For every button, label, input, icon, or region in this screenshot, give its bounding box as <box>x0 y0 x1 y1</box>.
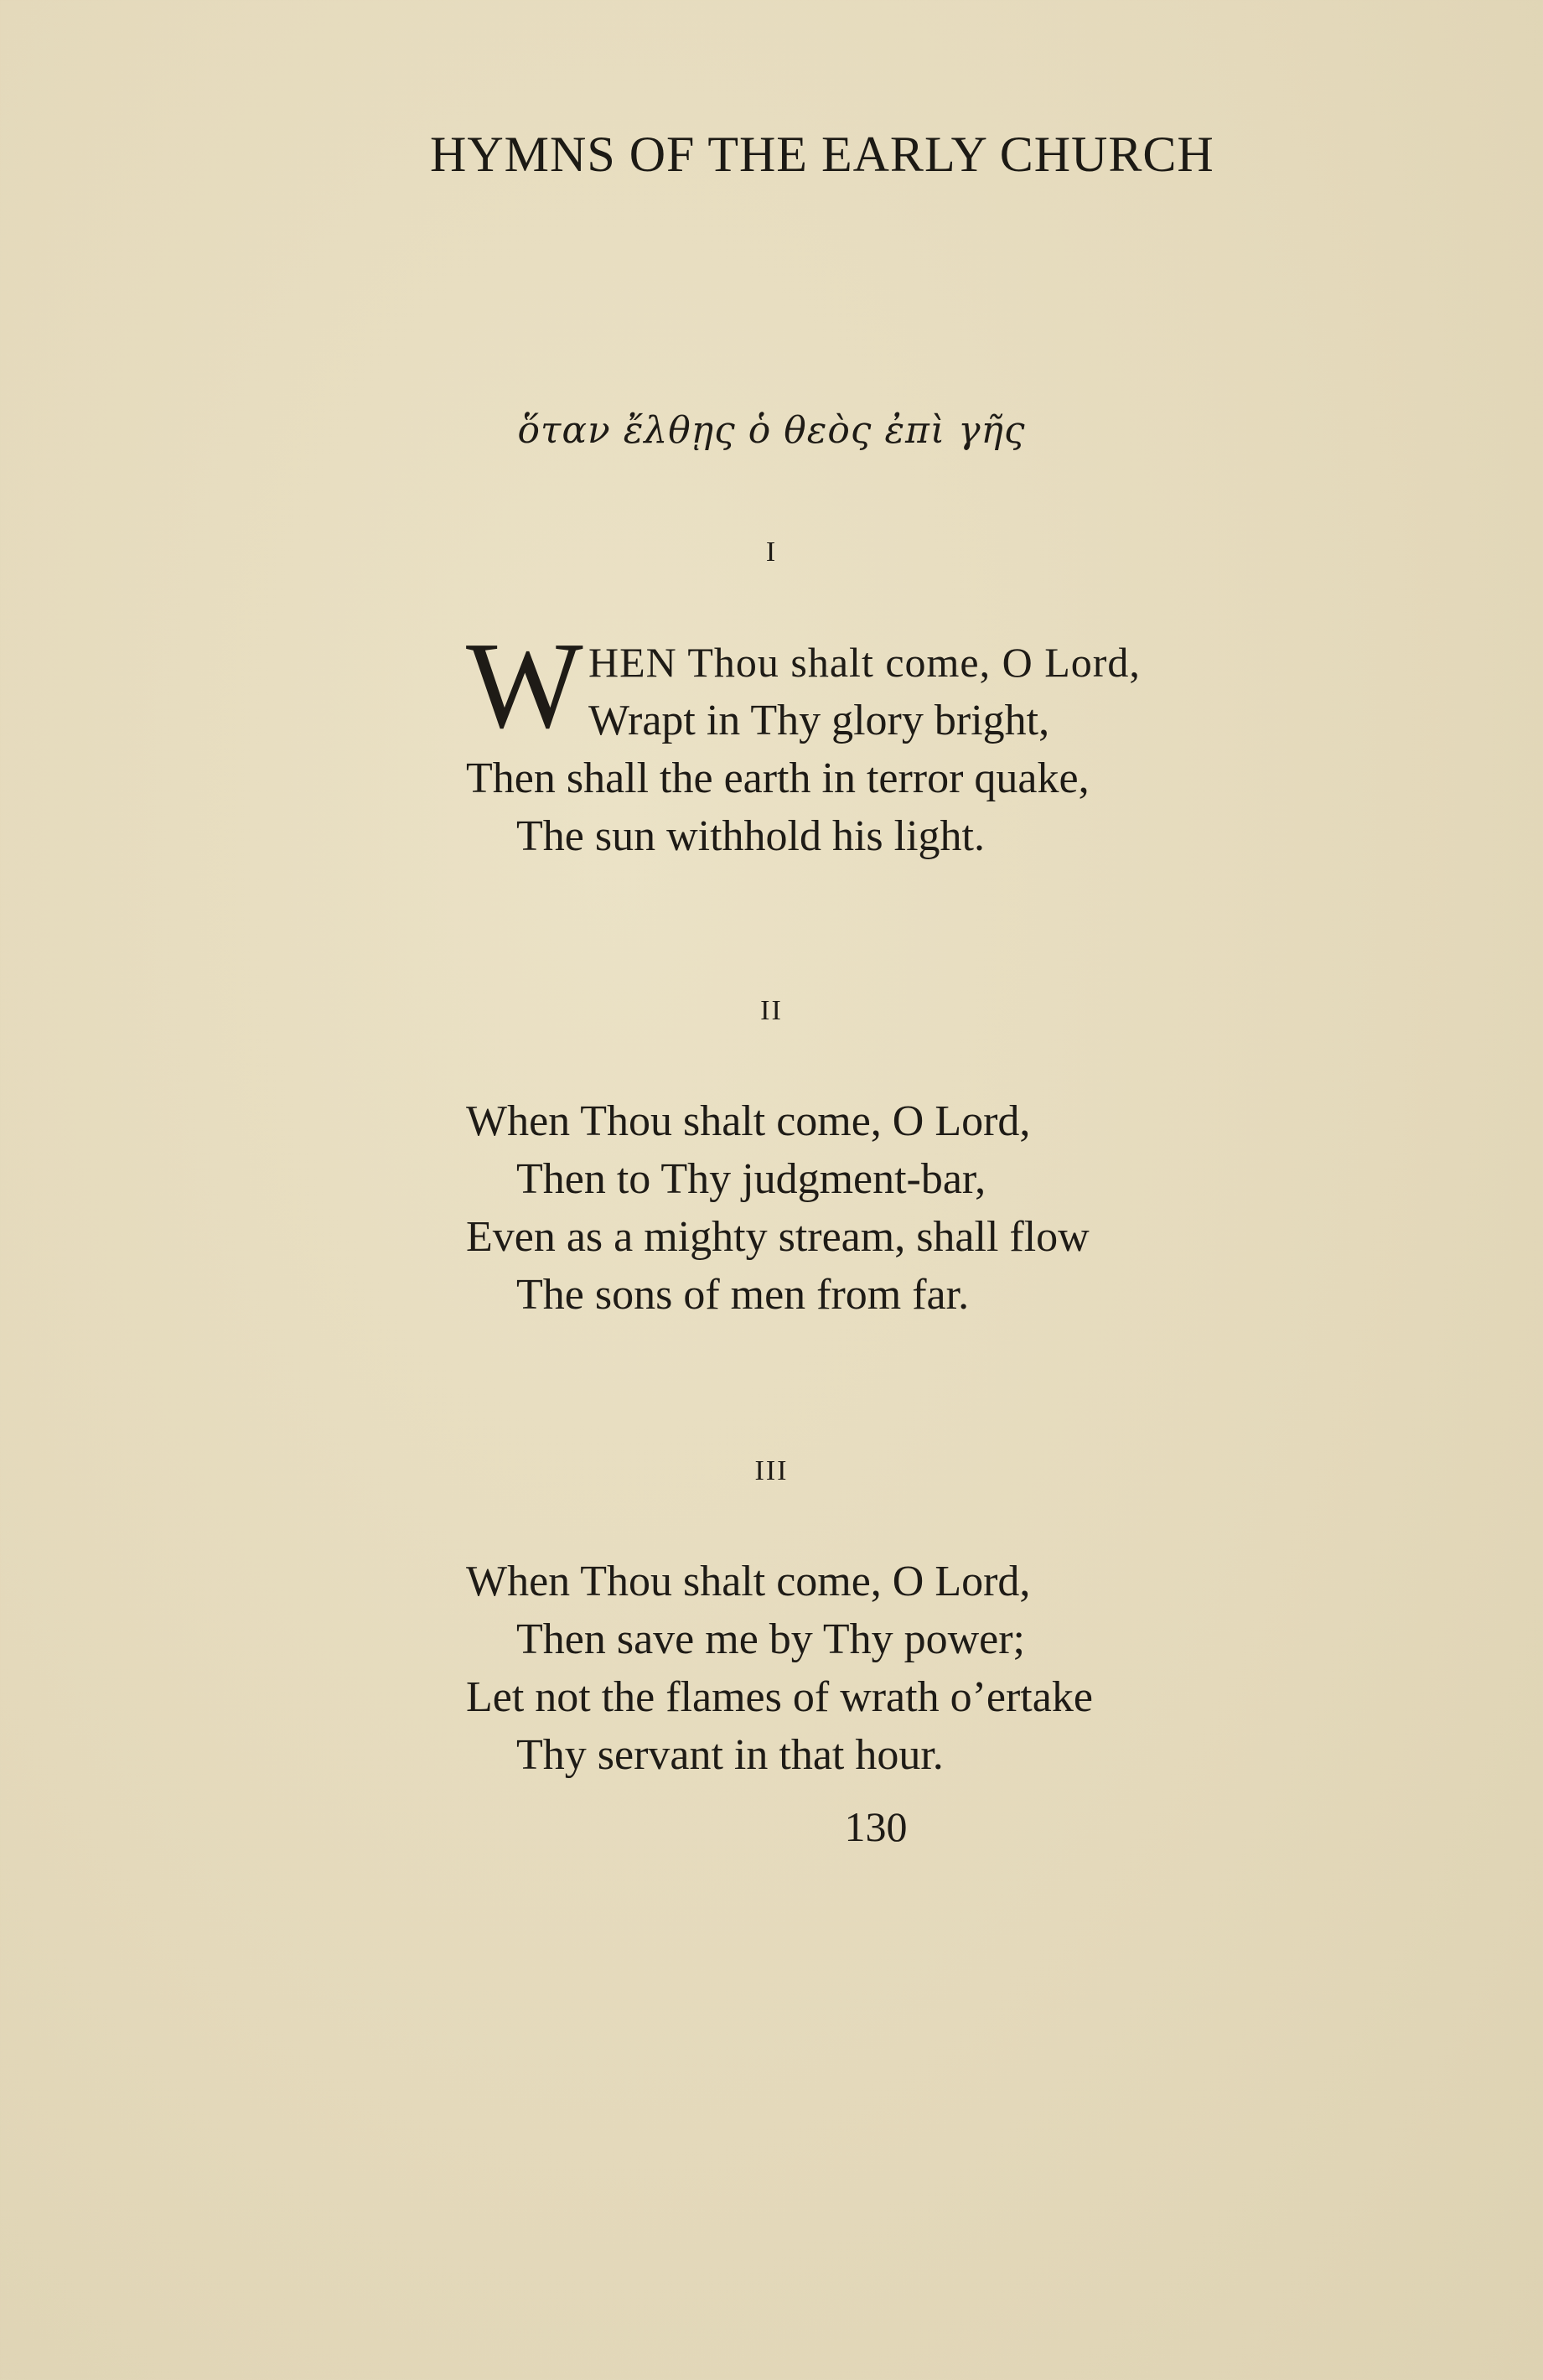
verse-line: When Thou shalt come, O Lord, <box>466 1558 1031 1605</box>
verse-line: Thy servant in that hour. <box>516 1731 944 1779</box>
verse-line: Even as a mighty stream, shall flow <box>466 1213 1090 1261</box>
verse-line: The sons of men from far. <box>516 1271 970 1319</box>
verse-line: Then shall the earth in terror quake, <box>466 754 1090 802</box>
stanza-numeral: III <box>754 1455 789 1486</box>
page-number: 130 <box>844 1803 908 1850</box>
verse-line: HEN Thou shalt come, O Lord, <box>588 639 1141 686</box>
stanza <box>466 1553 1338 1784</box>
verse-line: The sun withhold his light. <box>516 812 985 860</box>
running-head: HYMNS OF THE EARLY CHURCH <box>430 127 1214 182</box>
stanza <box>466 1092 1338 1324</box>
drop-cap: W <box>466 617 583 754</box>
verse-line: Wrapt in Thy glory bright, <box>588 697 1050 744</box>
verse-line: Then save me by Thy power; <box>516 1615 1025 1663</box>
stanza-numeral: I <box>765 537 778 568</box>
greek-title: ὅταν ἔλθῃς ὁ θεὸς ἐπὶ γῆς <box>517 409 1026 452</box>
stanza-numeral: II <box>760 995 783 1026</box>
verse-line: When Thou shalt come, O Lord, <box>466 1097 1031 1145</box>
stanza <box>466 617 1338 865</box>
verse-line: Let not the flames of wrath o’ertake <box>466 1673 1093 1721</box>
verse-line: Then to Thy judgment-bar, <box>516 1155 986 1203</box>
